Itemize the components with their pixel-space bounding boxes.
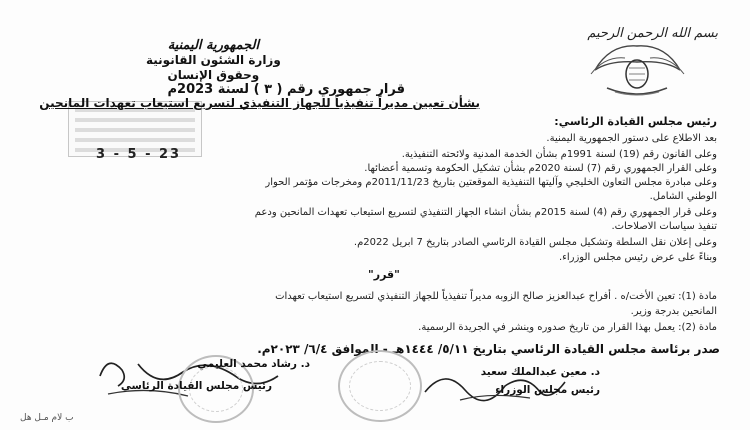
preamble-line: الوطني الشامل. xyxy=(649,191,717,202)
preamble-line: بعد الاطلاع على دستور الجمهورية اليمنية. xyxy=(546,133,717,144)
yemen-emblem-icon xyxy=(585,40,690,102)
republic-name: الجمهورية اليمنية xyxy=(167,38,260,53)
preamble-line: وعلى قرار الجمهوري رقم (4) لسنة 2015م بشأن انشاء الجهاز التنفيذي لتسريع استيعاب تعهدات المانحين ودعم xyxy=(254,207,717,218)
official-seal xyxy=(338,350,422,422)
preamble-line: وبناءً على عرض رئيس مجلس الوزراء. xyxy=(558,252,717,263)
basmala: بسم الله الرحمن الرحيم xyxy=(587,26,718,41)
president-title: رئيس مجلس القيادة الرئاسي xyxy=(120,380,272,392)
decided-heading: "قرر" xyxy=(368,268,400,281)
preamble-line: تنفيذ سياسات الاصلاحات. xyxy=(611,221,717,232)
decree-title: قرار جمهوري رقم ( ٣ ) لسنة 2023م xyxy=(167,82,405,97)
pm-name: د. معين عبدالملك سعيد xyxy=(480,366,600,378)
footer-fragment: ب لام مـل هل xyxy=(20,413,74,423)
decree-subject: بشأن تعيين مديراً تنفيذياً للجهاز التنفيذي لتسريع استيعاب تعهدات المانحين xyxy=(39,96,480,110)
pm-title: رئيس مجلس الوزراء xyxy=(495,384,600,396)
issued-date-line: صدر برئاسة مجلس القيادة الرئاسي بتاريخ ٥/١١/ ١٤٤٤هـ - الموافق ٦/٤/ ٢٠٢٣م. xyxy=(257,342,720,356)
ministry-name: وزارة الشئون القانونية xyxy=(146,53,281,67)
ministry-name-line2: وحقوق الإنسان xyxy=(167,68,260,82)
preamble-line: وعلى مبادرة مجلس التعاون الخليجي وآليتها التنفيذية الموقعتين بتاريخ 2011/11/23م ومخرجات مؤتمر الحوار xyxy=(265,177,717,188)
preamble-line: وعلى القرار الجمهوري رقم (7) لسنة 2020م بشأن تشكيل الحكومة وتسمية أعضائها. xyxy=(364,163,717,174)
article-1-cont: المانحين بدرجة وزير. xyxy=(630,306,717,317)
stamp-date: 3 - 5 - 23 xyxy=(96,147,182,162)
article-2: مادة (2): يعمل بهذا القرار من تاريخ صدوره وينشر في الجريدة الرسمية. xyxy=(418,322,717,333)
ministry-header xyxy=(146,38,281,83)
council-heading: رئيس مجلس القيادة الرئاسي: xyxy=(554,115,717,128)
article-1: مادة (1): تعين الأخت/ه . أفراح عبدالعزيز صالح الزوبه مديراً تنفيذياً للجهاز التنفيذي لتسريع استيعاب تعهدات xyxy=(275,291,717,302)
preamble-line: وعلى إعلان نقل السلطة وتشكيل مجلس القيادة الرئاسي الصادر بتاريخ 7 ابريل 2022م. xyxy=(353,237,717,248)
preamble-line: وعلى القانون رقم (19) لسنة 1991م بشأن الخدمة المدنية ولائحته التنفيذية. xyxy=(401,149,717,160)
president-name: د. رشاد محمد العليمي xyxy=(197,358,310,370)
